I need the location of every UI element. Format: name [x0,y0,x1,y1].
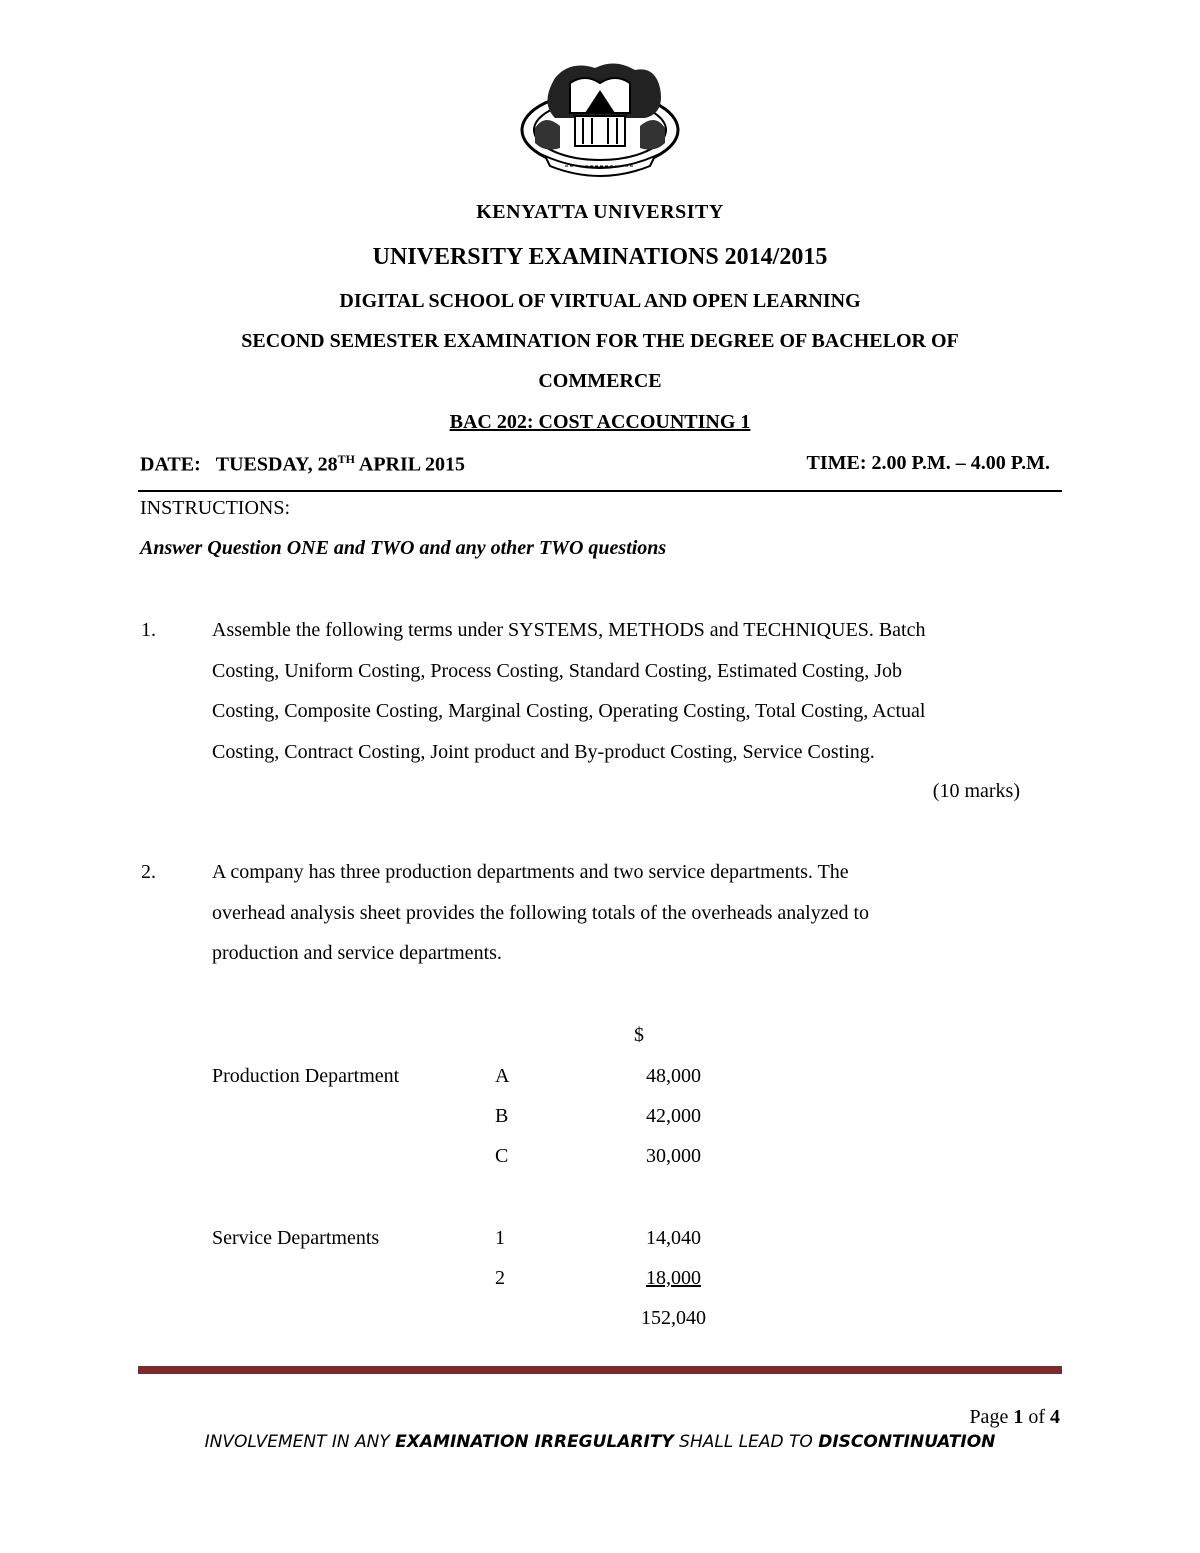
question-2-text [212,852,1072,974]
department-code: B [495,1105,509,1127]
date-label: DATE: [140,453,201,476]
department-amount-underlined: 18,000 [646,1267,701,1289]
department-code: A [495,1065,510,1087]
service-departments-label: Service Departments [212,1227,380,1249]
question-1-line: Costing, Composite Costing, Marginal Costing, Operating Costing, Total Costing, Actual [212,700,926,722]
question-2-line: A company has three production departments and two service departments. The [212,861,849,883]
date-day: TUESDAY, 28 [215,453,338,476]
department-code: C [495,1145,509,1167]
page-word: Page [969,1406,1014,1428]
department-amount: 48,000 [646,1065,701,1087]
degree-line-2: COMMERCE [538,370,662,392]
question-2-line: overhead analysis sheet provides the following totals of the overheads analyzed to [212,901,870,924]
university-crest-icon [515,58,685,183]
question-2-line: production and service departments. [212,942,502,964]
currency-header: $ [634,1024,644,1046]
department-code: 1 [495,1227,505,1249]
date-suffix: TH [337,452,355,466]
irregularity-warning [0,1432,1200,1452]
question-1-line: Assemble the following terms under SYSTEMS, METHODS and TECHNIQUES. Batch [212,619,926,641]
instructions-text: Answer Question ONE and TWO and any other TWO questions [140,537,667,559]
page-number [969,1406,1060,1429]
department-amount: 14,040 [646,1227,701,1249]
exam-date [140,452,465,477]
warning-emphasis: EXAMINATION IRREGULARITY [395,1432,674,1452]
question-1-text [212,610,1072,772]
department-amount: 30,000 [646,1145,701,1167]
question-1-number: 1. [141,619,156,641]
date-rest: APRIL 2015 [355,453,466,476]
footer-divider [138,1366,1062,1374]
warning-part: SHALL LEAD TO [673,1432,819,1452]
department-amount [621,1267,701,1290]
total-amount: 152,040 [641,1307,706,1329]
question-2-number: 2. [141,861,156,883]
warning-part: INVOLVEMENT IN ANY [204,1432,396,1452]
question-1-line: Costing, Contract Costing, Joint product and By-product Costing, Service Costing. [212,740,875,763]
production-department-label: Production Department [212,1065,400,1087]
instructions-label: INSTRUCTIONS: [140,497,291,519]
header-divider [138,490,1062,492]
current-page: 1 [1013,1406,1024,1428]
department-amount: 42,000 [646,1105,701,1127]
of-word: of [1023,1406,1050,1428]
exams-title: UNIVERSITY EXAMINATIONS 2014/2015 [372,244,828,270]
warning-emphasis: DISCONTINUATION [818,1432,996,1452]
school-name: DIGITAL SCHOOL OF VIRTUAL AND OPEN LEARNING [339,290,861,312]
university-name: KENYATTA UNIVERSITY [476,201,724,223]
course-title: BAC 202: COST ACCOUNTING 1 [449,411,751,433]
question-1-marks: (10 marks) [932,780,1020,802]
total-pages: 4 [1050,1406,1060,1428]
degree-line-1: SECOND SEMESTER EXAMINATION FOR THE DEGREE OF BACHELOR OF [241,330,959,352]
exam-time: TIME: 2.00 P.M. – 4.00 P.M. [806,452,1050,474]
question-1-line: Costing, Uniform Costing, Process Costing, Standard Costing, Estimated Costing, Job [212,659,903,682]
department-code: 2 [495,1267,505,1289]
